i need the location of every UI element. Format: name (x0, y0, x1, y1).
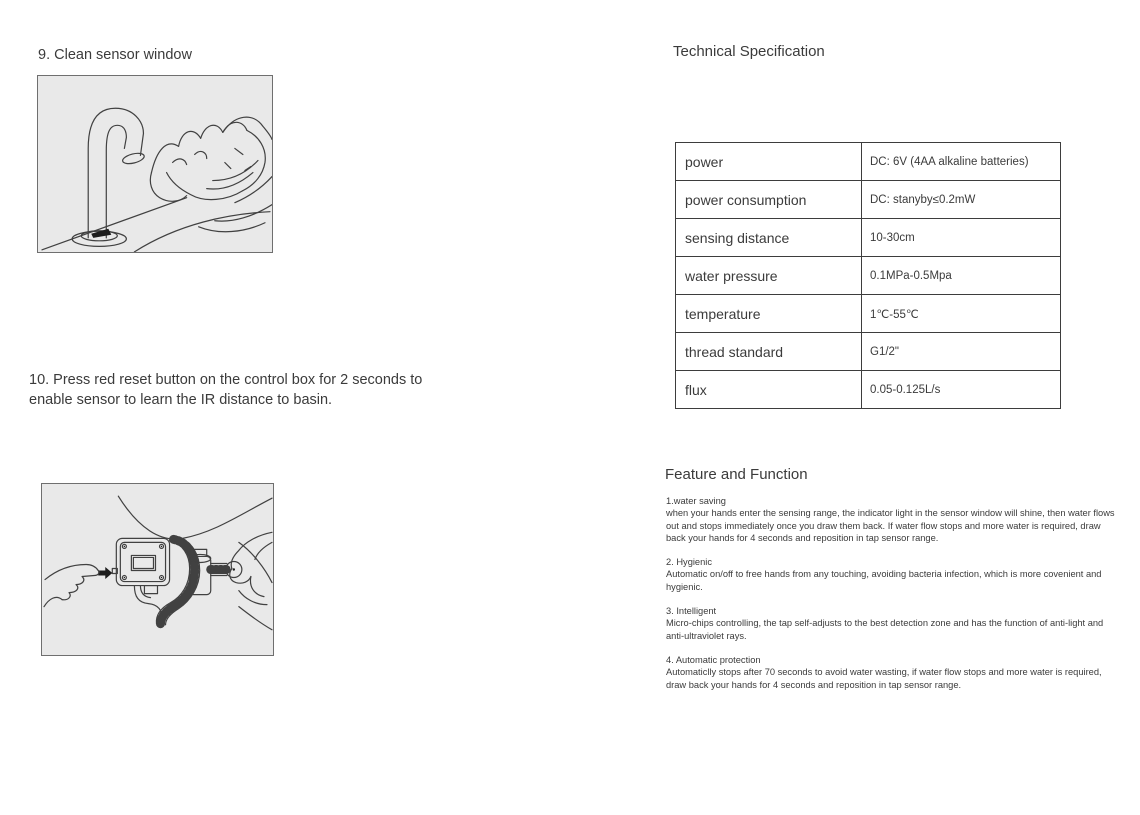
spec-value: G1/2" (862, 333, 1061, 371)
spec-label: flux (676, 371, 862, 409)
step-10-text: 10. Press red reset button on the control box for 2 seconds to enable sensor to learn the IR distance to basin. (29, 372, 423, 408)
spec-value: 1℃-55℃ (862, 295, 1061, 333)
spec-label: thread standard (676, 333, 862, 371)
spec-label: temperature (676, 295, 862, 333)
reset-button-illustration (41, 483, 274, 656)
feature-heading: 1.water saving (666, 496, 726, 506)
feature-heading: 4. Automatic protection (666, 654, 761, 665)
feature-item (666, 654, 1115, 691)
table-row (676, 333, 1061, 371)
spec-value: 10-30cm (862, 219, 1061, 257)
feature-heading: 3. Intelligent (666, 606, 717, 617)
control-box-drawing-icon (42, 484, 273, 655)
spec-label: power consumption (676, 181, 862, 219)
feature-body: when your hands enter the sensing range, the indicator light in the sensor window will shine, then water flows out and stops immediately once you draw them back. If water flow stops and more water is required, draw back your hands for 4 seconds and reposition in tap sensor range. (666, 508, 1115, 543)
feature-body: Automatic on/off to free hands from any touching, avoiding bacteria infection, which is more covenient and hygienic. (666, 569, 1102, 592)
spec-value: DC: stanyby≤0.2mW (862, 181, 1061, 219)
spec-label: water pressure (676, 257, 862, 295)
spec-value: DC: 6V (4AA alkaline batteries) (862, 143, 1061, 181)
clean-sensor-illustration (37, 75, 273, 253)
feature-item (666, 605, 1115, 642)
spec-value: 0.05-0.125L/s (862, 371, 1061, 409)
features-title: Feature and Function (665, 466, 808, 483)
faucet-cleaning-drawing-icon (38, 76, 272, 252)
feature-body: Automaticlly stops after 70 seconds to avoid water wasting, if water flow stops and more water is required, draw back your hands for 4 seconds and reposition in tap sensor range. (666, 667, 1102, 690)
spec-table (675, 142, 1061, 409)
table-row (676, 295, 1061, 333)
features-list (666, 495, 1115, 703)
spec-label: sensing distance (676, 219, 862, 257)
table-row (676, 181, 1061, 219)
spec-value: 0.1MPa-0.5Mpa (862, 257, 1061, 295)
table-row (676, 143, 1061, 181)
feature-item (666, 495, 1115, 544)
spec-label: power (676, 143, 862, 181)
tech-spec-title: Technical Specification (673, 43, 825, 60)
feature-body: Micro-chips controlling, the tap self-adjusts to the best detection zone and has the function of anti-light and anti-ultraviolet rays. (666, 618, 1104, 641)
table-row (676, 219, 1061, 257)
feature-heading: 2. Hygienic (666, 557, 712, 568)
table-row (676, 371, 1061, 409)
feature-item (666, 556, 1115, 593)
step-9-title: 9. Clean sensor window (38, 47, 192, 63)
table-row (676, 257, 1061, 295)
